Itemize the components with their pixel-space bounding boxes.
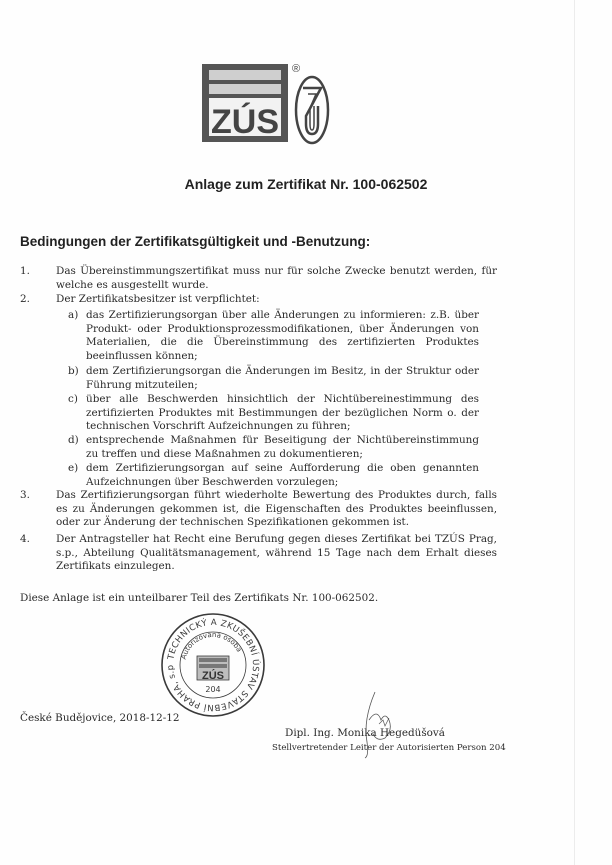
stamp-inner-text: Autorizovaná osoba [179, 630, 244, 661]
item-text: Das Zertifizierungsorgan führt wiederholte Bewertung des Produktes durch, falls es zu Änderungen gekommen ist, die Eigenschaften des Produktes beeinflussen, oder zur Änderung der technischen Spezifikationen gekommen ist. [56, 489, 497, 529]
item-number: 2. [20, 293, 30, 305]
item-number: 3. [20, 489, 30, 501]
subitem-text: das Zertifizierungsorgan über alle Änderungen zu informieren: z.B. über Produkt- oder Produktionsprozessmodifikationen, über Änderungen von Materialien, die die Übereinstimmung des zertifizierten Produktes beeinflussen können; [86, 309, 479, 362]
page-title: Anlage zum Zertifikat Nr. 100-062502 [184, 176, 428, 192]
subitem-text: dem Zertifizierungsorgan auf seine Aufforderung die oben genannten Aufzeichnungen über Beschwerden vorzulegen; [86, 462, 479, 488]
subitem-letter: d) [68, 434, 79, 446]
subitem-letter: c) [68, 393, 78, 405]
item-text: Der Zertifikatsbesitzer ist verpflichtet: [56, 293, 260, 305]
subitem-text: dem Zertifizierungsorgan die Änderungen im Besitz, in der Struktur oder Führung mitzuteilen; [86, 365, 479, 391]
place-and-date: České Budějovice, 2018-12-12 [20, 712, 180, 724]
subitem-letter: a) [68, 309, 79, 321]
annex-note: Diese Anlage ist ein unteilbarer Teil des Zertifikats Nr. 100-062502. [20, 592, 379, 604]
subitem-text: entsprechende Maßnahmen für Beseitigung der Nichtübereinstimmung zu treffen und diese Maßnahmen zu dokumentieren; [86, 434, 479, 460]
zus-emblem-icon [296, 77, 328, 143]
stamp-logo-text: ZÚS [202, 670, 224, 682]
subitem-letter: b) [68, 365, 79, 377]
subitem-text: über alle Beschwerden hinsichtlich der Nichtübereinestimmung des zertifizierten Produktes mit Bestimmungen der bezüglichen Norm o. der technischen Vorschrift Aufzeichnungen zu führen; [86, 393, 479, 433]
section-heading: Bedingungen der Zertifikatsgültigkeit und -Benutzung: [20, 234, 371, 249]
logo-text: ZÚS [211, 103, 279, 141]
stamp-outer-text: TECHNICKÝ A ZKUŠEBNÍ ÚSTAV STAVEBNÍ PRAHA, s.p [165, 617, 261, 713]
item-text: Der Antragsteller hat Recht eine Berufung gegen dieses Zertifikat bei TZÚS Prag, s.p., Abteilung Qualitätsmanagement, während 15 Tage nach dem Erhalt dieses Zertifikats einzulegen. [56, 533, 497, 573]
zus-logo [200, 58, 330, 148]
scan-edge-line [574, 0, 575, 865]
item-number: 4. [20, 533, 30, 545]
item-number: 1. [20, 265, 30, 277]
official-stamp [160, 612, 266, 718]
signer-name: Dipl. Ing. Monika Hegedüšová [285, 727, 445, 739]
registered-mark: ® [292, 63, 301, 75]
item-text: Das Übereinstimmungszertifikat muss nur für solche Zwecke benutzt werden, für welche es ausgestellt wurde. [56, 265, 497, 291]
subitem-letter: e) [68, 462, 79, 474]
signer-role: Stellvertretender Leiter der Autorisierten Person 204 [272, 743, 506, 753]
stamp-number: 204 [205, 685, 221, 694]
